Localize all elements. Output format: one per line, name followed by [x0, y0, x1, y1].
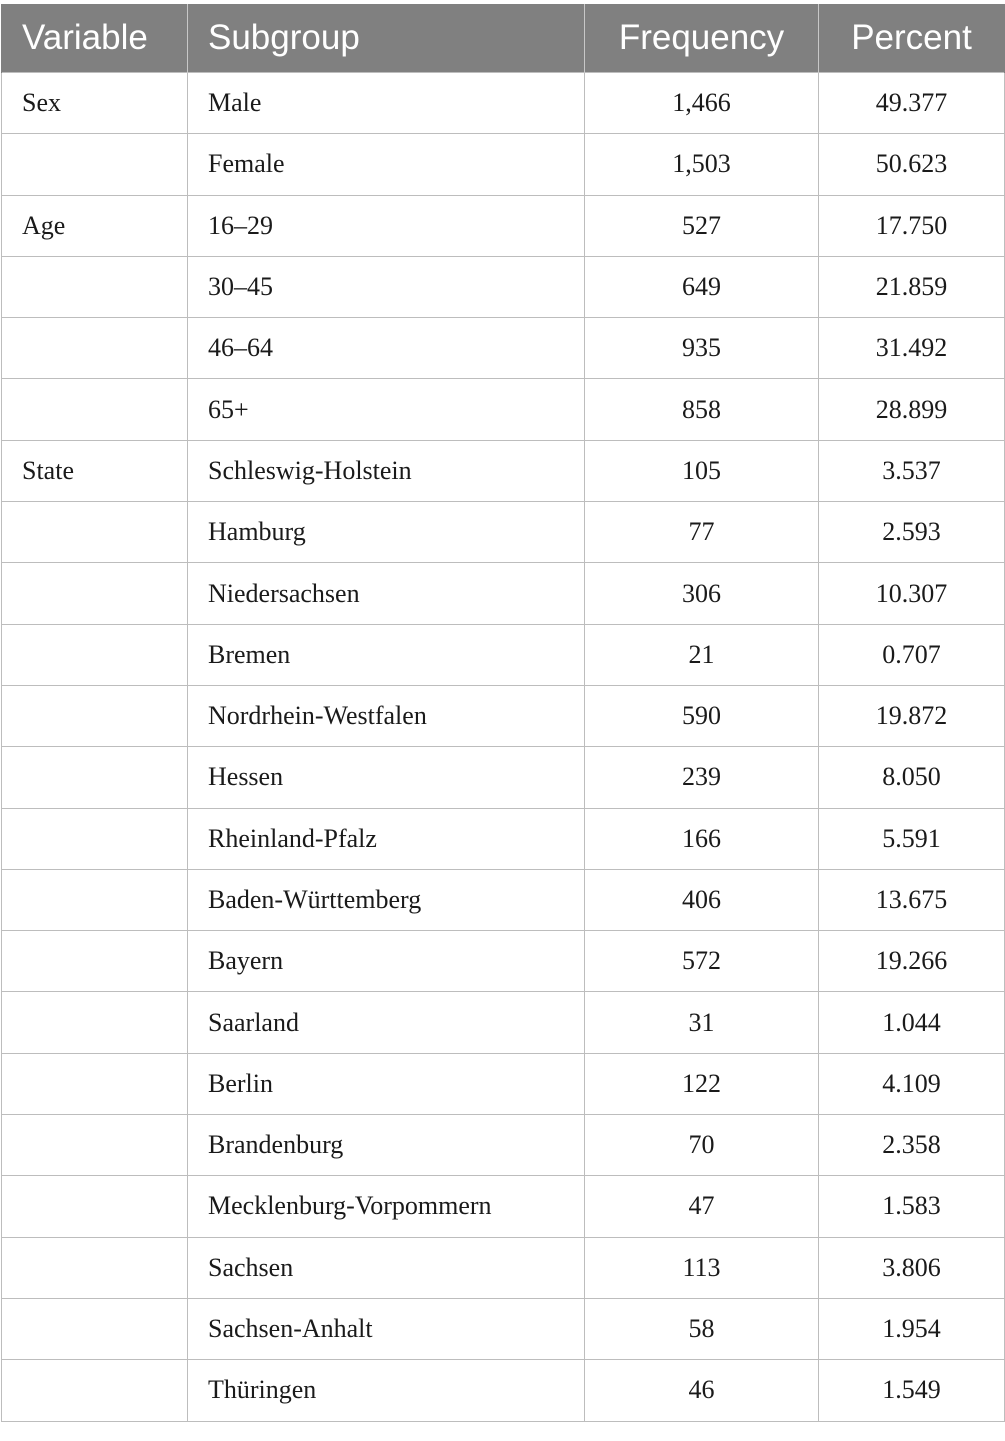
cell-subgroup: 65+ — [188, 379, 585, 440]
cell-variable — [2, 747, 188, 808]
cell-frequency: 406 — [585, 869, 819, 930]
cell-percent: 21.859 — [819, 256, 1005, 317]
cell-percent: 2.358 — [819, 1115, 1005, 1176]
cell-variable — [2, 379, 188, 440]
cell-percent: 19.266 — [819, 931, 1005, 992]
table-row — [2, 747, 1005, 808]
cell-frequency: 858 — [585, 379, 819, 440]
cell-variable — [2, 318, 188, 379]
cell-percent: 3.806 — [819, 1237, 1005, 1298]
table-row — [2, 1237, 1005, 1298]
cell-variable — [2, 1298, 188, 1359]
cell-percent: 17.750 — [819, 195, 1005, 256]
cell-subgroup: Male — [188, 73, 585, 134]
cell-subgroup: Sachsen-Anhalt — [188, 1298, 585, 1359]
cell-frequency: 527 — [585, 195, 819, 256]
cell-variable — [2, 134, 188, 195]
table-row — [2, 1298, 1005, 1359]
cell-percent: 31.492 — [819, 318, 1005, 379]
cell-frequency: 122 — [585, 1053, 819, 1114]
cell-frequency: 47 — [585, 1176, 819, 1237]
cell-percent: 1.954 — [819, 1298, 1005, 1359]
cell-variable — [2, 624, 188, 685]
cell-subgroup: Mecklenburg-Vorpommern — [188, 1176, 585, 1237]
cell-variable: State — [2, 440, 188, 501]
cell-frequency: 105 — [585, 440, 819, 501]
cell-variable — [2, 1053, 188, 1114]
cell-frequency: 239 — [585, 747, 819, 808]
cell-frequency: 649 — [585, 256, 819, 317]
cell-percent: 13.675 — [819, 869, 1005, 930]
cell-subgroup: Bremen — [188, 624, 585, 685]
cell-percent: 1.549 — [819, 1360, 1005, 1421]
cell-frequency: 166 — [585, 808, 819, 869]
cell-percent: 28.899 — [819, 379, 1005, 440]
cell-variable — [2, 502, 188, 563]
cell-percent: 4.109 — [819, 1053, 1005, 1114]
cell-subgroup: Brandenburg — [188, 1115, 585, 1176]
table-row — [2, 869, 1005, 930]
cell-frequency: 306 — [585, 563, 819, 624]
cell-variable — [2, 1115, 188, 1176]
header-variable: Variable — [2, 4, 188, 73]
table-row — [2, 624, 1005, 685]
cell-percent: 10.307 — [819, 563, 1005, 624]
cell-subgroup: 16–29 — [188, 195, 585, 256]
cell-subgroup: Nordrhein-Westfalen — [188, 685, 585, 746]
cell-variable — [2, 1176, 188, 1237]
header-subgroup: Subgroup — [188, 4, 585, 73]
cell-frequency: 1,466 — [585, 73, 819, 134]
cell-variable — [2, 869, 188, 930]
cell-percent: 1.044 — [819, 992, 1005, 1053]
cell-subgroup: Berlin — [188, 1053, 585, 1114]
table-row — [2, 256, 1005, 317]
cell-variable — [2, 685, 188, 746]
table-row — [2, 992, 1005, 1053]
cell-subgroup: Bayern — [188, 931, 585, 992]
table-row — [2, 379, 1005, 440]
cell-variable — [2, 992, 188, 1053]
cell-percent: 19.872 — [819, 685, 1005, 746]
table-row — [2, 73, 1005, 134]
table-row — [2, 931, 1005, 992]
table-row — [2, 563, 1005, 624]
cell-variable — [2, 931, 188, 992]
cell-frequency: 77 — [585, 502, 819, 563]
cell-percent: 3.537 — [819, 440, 1005, 501]
cell-variable — [2, 563, 188, 624]
cell-subgroup: Niedersachsen — [188, 563, 585, 624]
cell-frequency: 113 — [585, 1237, 819, 1298]
cell-percent: 8.050 — [819, 747, 1005, 808]
table-row — [2, 1176, 1005, 1237]
table-row — [2, 134, 1005, 195]
cell-percent: 49.377 — [819, 73, 1005, 134]
cell-frequency: 58 — [585, 1298, 819, 1359]
cell-frequency: 46 — [585, 1360, 819, 1421]
cell-frequency: 70 — [585, 1115, 819, 1176]
table-row — [2, 195, 1005, 256]
table-row — [2, 1360, 1005, 1421]
table-row — [2, 1115, 1005, 1176]
table-row — [2, 502, 1005, 563]
cell-variable — [2, 256, 188, 317]
cell-subgroup: Female — [188, 134, 585, 195]
cell-subgroup: Thüringen — [188, 1360, 585, 1421]
cell-subgroup: Sachsen — [188, 1237, 585, 1298]
header-frequency: Frequency — [585, 4, 819, 73]
cell-frequency: 1,503 — [585, 134, 819, 195]
cell-subgroup: 46–64 — [188, 318, 585, 379]
header-row — [2, 4, 1005, 73]
data-table — [1, 4, 1005, 1422]
cell-percent: 1.583 — [819, 1176, 1005, 1237]
cell-variable — [2, 1360, 188, 1421]
table-row — [2, 808, 1005, 869]
cell-subgroup: Baden-Württemberg — [188, 869, 585, 930]
cell-variable — [2, 1237, 188, 1298]
cell-subgroup: Hamburg — [188, 502, 585, 563]
cell-variable — [2, 808, 188, 869]
table-header — [2, 4, 1005, 73]
cell-subgroup: Rheinland-Pfalz — [188, 808, 585, 869]
cell-frequency: 21 — [585, 624, 819, 685]
cell-percent: 50.623 — [819, 134, 1005, 195]
cell-frequency: 572 — [585, 931, 819, 992]
cell-percent: 0.707 — [819, 624, 1005, 685]
header-percent: Percent — [819, 4, 1005, 73]
cell-subgroup: Hessen — [188, 747, 585, 808]
cell-subgroup: Schleswig-Holstein — [188, 440, 585, 501]
table-body — [2, 73, 1005, 1422]
table-row — [2, 440, 1005, 501]
cell-percent: 2.593 — [819, 502, 1005, 563]
cell-frequency: 590 — [585, 685, 819, 746]
cell-frequency: 31 — [585, 992, 819, 1053]
cell-percent: 5.591 — [819, 808, 1005, 869]
cell-variable: Age — [2, 195, 188, 256]
cell-subgroup: Saarland — [188, 992, 585, 1053]
cell-subgroup: 30–45 — [188, 256, 585, 317]
cell-frequency: 935 — [585, 318, 819, 379]
table-row — [2, 1053, 1005, 1114]
table-row — [2, 685, 1005, 746]
cell-variable: Sex — [2, 73, 188, 134]
table-row — [2, 318, 1005, 379]
